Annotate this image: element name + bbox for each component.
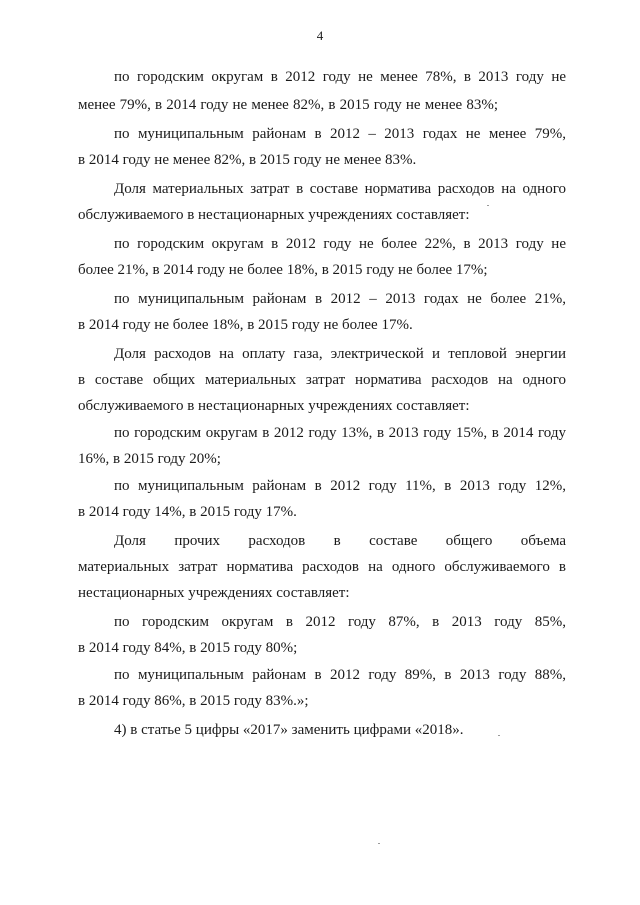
scan-speck — [378, 843, 380, 844]
text-line: 4) в статье 5 цифры «2017» заменить цифрами «2018». — [114, 722, 464, 738]
text-line: Доля расходов на оплату газа, электрической и тепловой энергии — [114, 346, 566, 362]
scan-speck — [498, 735, 500, 736]
text-line: по городским округам в 2012 году 87%, в 2013 году 85%, — [114, 614, 566, 630]
text-line: по муниципальным районам в 2012 – 2013 годах не менее 79%, — [114, 126, 566, 142]
text-line: по муниципальным районам в 2012 году 89%, в 2013 году 88%, — [114, 667, 566, 683]
text-line: в составе общих материальных затрат норматива расходов на одного — [78, 372, 566, 388]
text-line: в 2014 году не более 18%, в 2015 году не более 17%. — [78, 317, 413, 333]
text-line: 16%, в 2015 году 20%; — [78, 451, 221, 467]
text-line: Доля материальных затрат в составе норматива расходов на одного — [114, 181, 566, 197]
text-line: по городским округам в 2012 году не более 22%, в 2013 году не — [114, 236, 566, 252]
text-line: более 21%, в 2014 году не более 18%, в 2015 году не более 17%; — [78, 262, 488, 278]
text-line: в 2014 году 86%, в 2015 году 83%.»; — [78, 693, 309, 709]
text-line: в 2014 году 84%, в 2015 году 80%; — [78, 640, 298, 656]
text-line: нестационарных учреждениях составляет: — [78, 585, 350, 601]
text-line: обслуживаемого в нестационарных учреждениях составляет: — [78, 398, 470, 414]
text-line: в 2014 году не менее 82%, в 2015 году не менее 83%. — [78, 152, 417, 168]
scan-speck — [487, 205, 489, 206]
text-line: по муниципальным районам в 2012 году 11%, в 2013 году 12%, — [114, 478, 566, 494]
text-line: материальных затрат норматива расходов на одного обслуживаемого в — [78, 559, 566, 575]
text-line: обслуживаемого в нестационарных учреждениях составляет: — [78, 207, 470, 223]
text-line: по муниципальным районам в 2012 – 2013 годах не более 21%, — [114, 291, 566, 307]
text-line: по городским округам в 2012 году 13%, в 2013 году 15%, в 2014 году — [114, 425, 566, 441]
page-number: 4 — [316, 28, 324, 43]
text-line: по городским округам в 2012 году не менее 78%, в 2013 году не — [114, 69, 566, 85]
text-line: Доля прочих расходов в составе общего объема — [114, 533, 566, 549]
text-line: менее 79%, в 2014 году не менее 82%, в 2015 году не менее 83%; — [78, 97, 498, 113]
text-line: в 2014 году 14%, в 2015 году 17%. — [78, 504, 297, 520]
